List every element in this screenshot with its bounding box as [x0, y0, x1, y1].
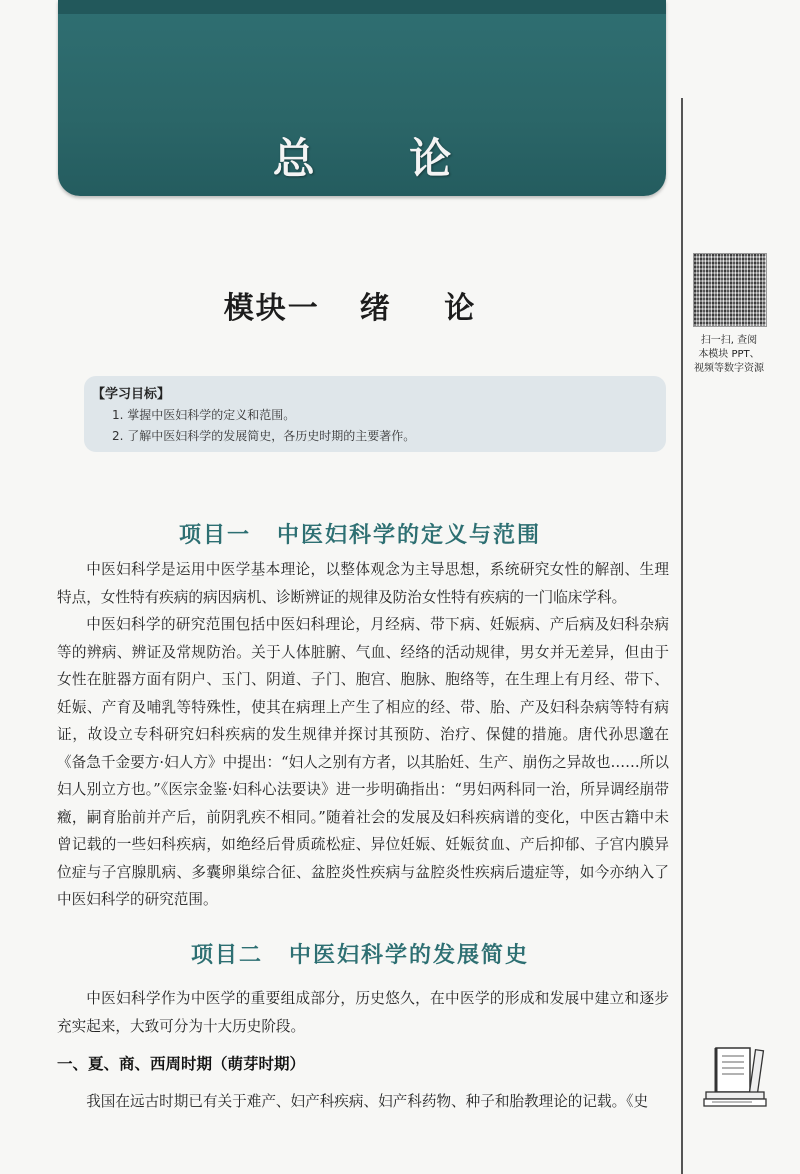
learning-goal-item: 2. 了解中医妇科学的发展简史，各历史时期的主要著作。 — [112, 429, 416, 443]
margin-divider — [681, 98, 683, 1174]
body-paragraph: 中医妇科学的研究范围包括中医妇科理论，月经病、带下病、妊娠病、产后病及妇科杂病等的辨病、辨证及常规防治。关于人体脏腑、气血、经络的活动规律，男女并无差异，但由于女性在脏器方面有阴户、玉门、阴道、子门、胞宫、胞脉、胞络等，在生理上有月经、带下、妊娠、产育及哺乳等特殊性，使其在病理上产生了相应的经、带、胎、产及妇科杂病等特有病证，故设立专科研究妇科疾病的发生规律并探讨其预防、治疗、保健的措施。唐代孙思邈在《备急千金要方·妇人方》中提出：“妇人之别有方者，以其胎妊、生产、崩伤之异故也……所以妇人别立方也。”《医宗金鉴·妇科心法要诀》进一步明确指出：“男妇两科同一治，所异调经崩带癥，嗣育胎前并产后，前阴乳疾不相同。”随着社会的发展及妇科疾病谱的变化，中医古籍中未曾记载的一些妇科疾病，如绝经后骨质疏松症、异位妊娠、妊娠贫血、产后抑郁、子宫内膜异位症与子宫腺肌病、多囊卵巢综合征、盆腔炎性疾病与盆腔炎性疾病后遗症等，如今亦纳入了中医妇科学的研究范围。 — [57, 616, 669, 908]
chapter-title: 总 论 — [272, 134, 492, 183]
books-icon — [700, 1042, 770, 1112]
module-name: 绪 论 — [359, 291, 497, 326]
module-number: 模块一 — [223, 291, 320, 326]
chapter-banner — [58, 0, 666, 196]
section-title — [0, 518, 720, 549]
subsection-heading: 一、夏、商、西周时期（萌芽时期） — [57, 1055, 306, 1073]
section-number: 项目一 — [178, 523, 251, 548]
learning-goals-box — [84, 376, 666, 452]
qr-caption-line: 本模块 PPT、 — [698, 349, 760, 360]
qr-caption — [686, 334, 772, 376]
body-paragraph: 我国在远古时期已有关于难产、妇产科疾病、妇产科药物、种子和胎教理论的记载。《史 — [86, 1093, 649, 1110]
body-paragraph: 中医妇科学作为中医学的重要组成部分，历史悠久，在中医学的形成和发展中建立和逐步充实起来，大致可分为十大历史阶段。 — [57, 990, 669, 1035]
section-number: 项目二 — [190, 943, 263, 968]
qr-caption-line: 扫一扫, 查阅 — [700, 335, 758, 346]
learning-goal-item: 1. 掌握中医妇科学的定义和范围。 — [112, 408, 296, 422]
module-title — [0, 283, 720, 327]
section-heading: 中医妇科学的定义与范围 — [277, 523, 542, 548]
learning-goals-heading: 【学习目标】 — [92, 387, 171, 402]
section-title — [0, 938, 720, 969]
qr-caption-line: 视频等数字资源 — [694, 363, 764, 374]
body-paragraph: 中医妇科学是运用中医学基本理论，以整体观念为主导思想，系统研究女性的解剖、生理特点，女性特有疾病的病因病机、诊断辨证的规律及防治女性特有疾病的一门临床学科。 — [57, 561, 669, 606]
section-heading: 中医妇科学的发展简史 — [289, 943, 530, 968]
